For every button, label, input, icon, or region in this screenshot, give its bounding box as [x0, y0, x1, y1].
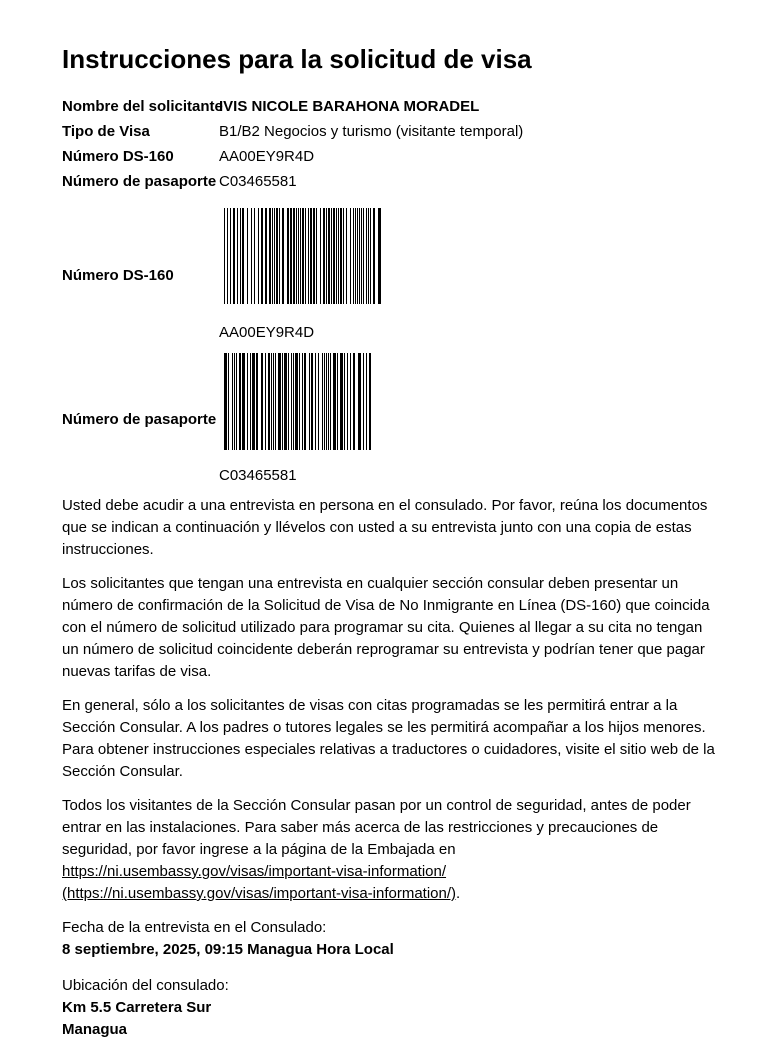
passport-barcode-label: Número de pasaporte [62, 410, 217, 428]
interview-date-value: 8 septiembre, 2025, 09:15 Managua Hora Local [62, 941, 394, 958]
ds160-barcode-cell [219, 208, 381, 342]
info-label-passport-number: Número de pasaporte [62, 173, 217, 190]
passport-barcode-cell [219, 353, 371, 485]
consulate-address-line-2: Managua [62, 1021, 128, 1038]
security-paragraph-period: . [456, 885, 461, 902]
ds160-barcode-label: Número DS-160 [62, 266, 174, 284]
paragraph-security-screening [62, 795, 718, 905]
consulate-location-heading: Ubicación del consulado: [62, 977, 229, 994]
instructions-body [62, 495, 718, 1041]
info-value-passport-number: C03465581 [219, 173, 297, 190]
ds160-barcode-row [62, 208, 718, 342]
page-title: Instrucciones para la solicitud de visa [62, 44, 532, 74]
security-paragraph-text: Todos los visitantes de la Sección Consular pasan por un control de seguridad, antes de poder entrar en las instalaciones. Para saber más acerca de las restricciones y precauciones de seguridad, por favor ingrese a la página de la Embajada en [62, 797, 691, 858]
passport-barcode-row [62, 353, 718, 485]
visa-info-link[interactable]: https://ni.usembassy.gov/visas/important-visa-information/ [62, 863, 447, 880]
info-value-applicant-name: IVIS NICOLE BARAHONA MORADEL [219, 98, 480, 115]
paragraph-interview-notice: Usted debe acudir a una entrevista en persona en el consulado. Por favor, reúna los documentos que se indican a continuación y llévelos con usted a su entrevista junto con una copia de estas instrucciones. [62, 497, 708, 558]
info-label-visa-type: Tipo de Visa [62, 123, 150, 140]
info-label-applicant-name: Nombre del solicitante [62, 98, 223, 115]
info-label-ds160-number: Número DS-160 [62, 148, 174, 165]
paragraph-consular-access: En general, sólo a los solicitantes de visas con citas programadas se les permitirá entrar a la Sección Consular. A los padres o tutores legales se les permitirá acompañar a los hijos menores. Para obtener instrucciones especiales relativas a traductores o cuidadores, visite el sitio web de la Sección Consular. [62, 697, 715, 780]
interview-date-heading: Fecha de la entrevista en el Consulado: [62, 919, 327, 936]
appointment-block [62, 917, 718, 961]
applicant-info-table [62, 94, 718, 194]
consulate-address-line-1: Km 5.5 Carretera Sur [62, 999, 212, 1016]
passport-barcode-image [224, 353, 371, 450]
info-row-visa-type [62, 119, 718, 144]
info-value-ds160-number: AA00EY9R4D [219, 148, 315, 165]
ds160-barcode-caption: AA00EY9R4D [219, 324, 315, 341]
info-value-visa-type: B1/B2 Negocios y turismo (visitante temporal) [219, 123, 524, 140]
info-row-passport-number [62, 169, 718, 194]
info-row-ds160-number [62, 144, 718, 169]
passport-barcode-caption: C03465581 [219, 467, 297, 484]
visa-info-link-parenthetical[interactable]: (https://ni.usembassy.gov/visas/important-visa-information/) [62, 885, 457, 902]
consulate-location-block [62, 975, 718, 1041]
ds160-barcode-image [224, 208, 381, 304]
info-row-applicant-name [62, 94, 718, 119]
paragraph-ds160-confirmation: Los solicitantes que tengan una entrevista en cualquier sección consular deben presentar un número de confirmación de la Solicitud de Visa de No Inmigrante en Línea (DS-160) que coincida con el número de solicitud utilizado para programar su cita. Quienes al llegar a su cita no tengan un número de solicitud coincidente deberán reprogramar su entrevista y podrían tener que pagar nuevas tarifas de visa. [62, 575, 710, 680]
